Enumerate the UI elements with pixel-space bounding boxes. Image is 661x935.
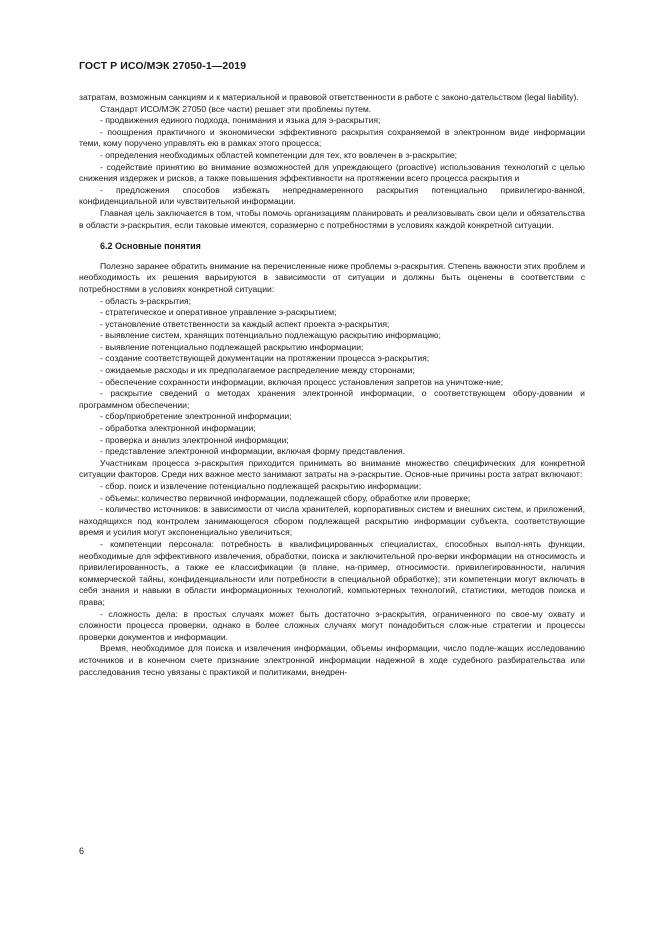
list-item: - выявление потенциально подлежащей раскрытию информации; (100, 341, 364, 352)
list-item: - установление ответственности за каждый аспект проекта э-раскрытия; (100, 318, 390, 329)
section-heading: 6.2 Основные понятия (100, 241, 201, 252)
list-item: - область э-раскрытия; (100, 295, 192, 306)
list-item: - поощрения практичного и экономически эффективного раскрытия сохраняемой в электронном виде информации теми, кому поручено управлять ею в рамках этого процесса; (79, 126, 585, 149)
document-header: ГОСТ Р ИСО/МЭК 27050-1—2019 (79, 60, 247, 72)
list-item: - сбор. поиск и извлечение потенциально подлежащей раскрытию информации; (100, 481, 422, 491)
list-item: - сложность дела: в простых случаях может быть достаточно э-раскрытия, ограниченного по свое-му охвату и сложности процесса проверки, однако в более сложных случаях могут понадобиться слож-ные стратегии и процессы проверки документов и информации. (79, 608, 585, 642)
paragraph: затратам, возможным санкциям и к материальной и правовой ответственности в работе с законо-дательством (legal liability). (79, 92, 579, 102)
list-item: - продвижения единого подхода, понимания и языка для э-раскрытия; (100, 115, 381, 126)
list-item: - выявление систем, хранящих потенциально подлежащую раскрытию информацию; (100, 330, 441, 341)
paragraph-group-intro (79, 92, 585, 231)
list-item: - содействие принятию во внимание возможностей для упреждающего (proactive) использования технологий с целью снижения издержек и рисков, а также повышения эффективности на протяжении всего процесса раскрытия и (79, 161, 585, 184)
paragraph: Участникам процесса э-раскрытия приходится принимать во внимание множество специфических для конкретной ситуации факторов. Среди них важное место занимают затраты на э-раскрытие. Основ-ные причины роста затрат включают: (79, 457, 585, 480)
list-item: - сбор/приобретение электронной информации; (100, 411, 292, 422)
list-item: - ожидаемые расходы и их предполагаемое распределение между сторонами; (100, 365, 415, 376)
list-item: - стратегическое и оперативное управление э-раскрытием; (100, 307, 337, 318)
list-item: - объемы: количество первичной информации, подлежащей сбору, обработке или проверке; (100, 492, 471, 503)
paragraph-group-main (79, 261, 585, 678)
paragraph: Главная цель заключается в том, чтобы помочь организациям планировать и реализовывать свои цели и обязательства в области э-раскрытия, если таковые имеются, соразмерно с потребностями в условиях каждой конкретной ситуации. (79, 207, 585, 230)
list-item: - компетенции персонала: потребность в квалифицированных специалистах, способных выпол-нять функции, необходимые для эффективного извлечения, обработки, поиска и заключительной про-верки информации на относимость и привилегированность, а также ее классификации (в плане, на-пример, относимости. привилегированности, наличия коммерческой тайны, конфиденциальности или потребности в специальной обработке); эти компетенции могут включать в себя знания и навыки в области информационных технологий, компьютерных технологий, статистики, методов поиска и права; (79, 538, 585, 607)
paragraph: Время, необходимое для поиска и извлечения информации, объемы информации, число подле-жащих исследованию источников и в конечном счете признание электронной информации надежной в ходе судебного разбирательства или расследования тесно увязаны с практикой и политиками, внедрен- (79, 643, 585, 677)
list-item: - определения необходимых областей компетенции для тех, кто вовлечен в э-раскрытие; (100, 149, 458, 160)
list-item: - предложения способов избежать непреднамеренного раскрытия потенциально привилегиро-ванной, конфиденциальной или чувствительной информации. (79, 184, 585, 207)
list-item: - создание соответствующей документации на протяжении процесса э-раскрытия; (100, 353, 430, 364)
list-item: - обеспечение сохранности информации, включая процесс установления запретов на уничтоже-ние; (100, 376, 504, 387)
page-body (79, 92, 585, 678)
list-item: - представление электронной информации, включая форму представления. (100, 446, 406, 457)
paragraph: Полезно заранее обратить внимание на перечисленные ниже проблемы э-раскрытия. Степень важности этих проблем и необходимость их решения варьируются в зависимости от ситуации и должны быть оценены в соответствии с потребностями в условиях конкретной ситуации: (79, 260, 585, 294)
list-item: - проверка и анализ электронной информации; (100, 434, 289, 445)
page-number: 6 (79, 846, 85, 856)
list-item: - раскрытие сведений о методах хранения электронной информации, о соответствующем обору-довании и программном обеспечении; (79, 388, 585, 410)
list-item: - обработка электронной информации; (100, 423, 256, 434)
paragraph: Стандарт ИСО/МЭК 27050 (все части) решает эти проблемы путем. (100, 103, 372, 114)
list-item: - количество источников: в зависимости от числа хранителей, корпоративных систем и внешних систем, и приложений, находящихся под контролем занимающегося сбором подлежащей раскрытию информации субъекта, соответствующие время и усилия могут экспоненциально увеличиться; (79, 504, 585, 538)
